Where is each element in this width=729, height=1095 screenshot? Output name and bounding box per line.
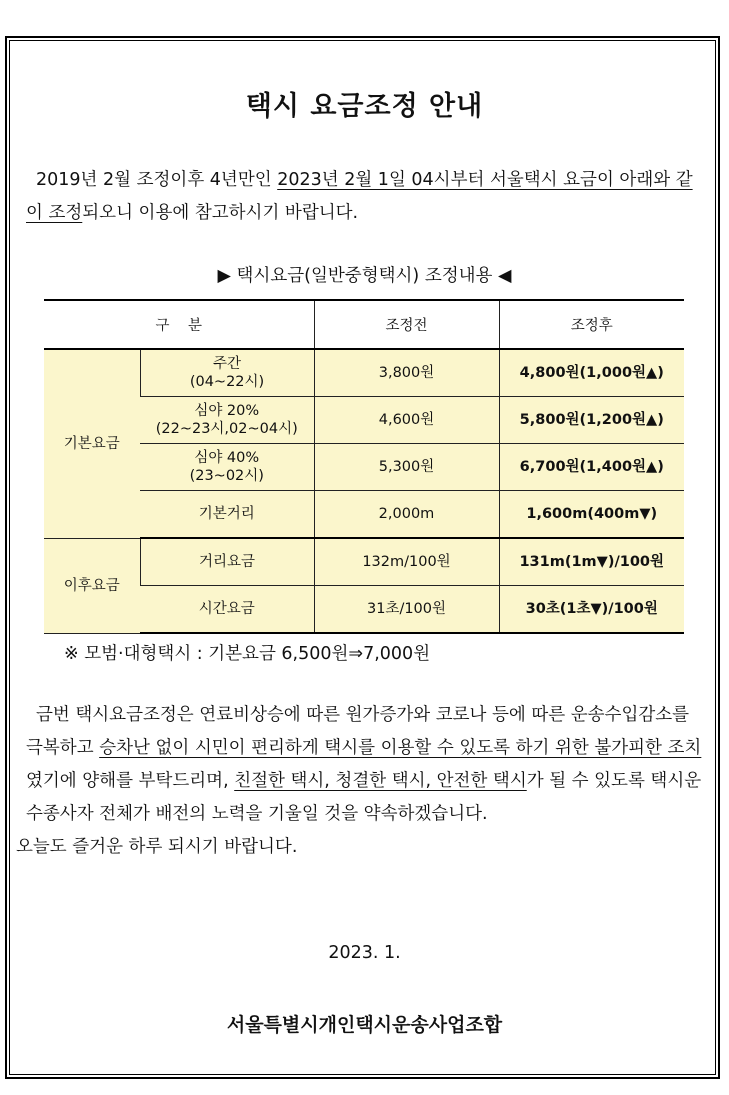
row-label: 시간요금	[140, 586, 314, 634]
row-label-sub: (22~23시,02~04시)	[155, 421, 298, 437]
organization-name: 서울특별시개인택시운송사업조합	[226, 1014, 503, 1036]
after-value: 131m(1m▼)/100원	[499, 538, 684, 586]
group-label: 기본요금	[44, 349, 140, 538]
after-value: 5,800원(1,200원▲)	[499, 397, 684, 444]
body-emphasis: 승차난 없이 시민이 편리하게 택시를 이용할 수 있도록 하기 위한 불가피한 조치	[99, 738, 702, 758]
table-header-row	[44, 300, 684, 349]
row-label-main: 심야 20%	[194, 403, 260, 419]
body-text: 금번 택시요금조정은 연료비상승에 따른 원가증가와 코로나 등에 따른 운송수입감소를 극복하고	[26, 705, 690, 758]
header-after: 조정후	[499, 300, 684, 349]
row-label-sub: (23~02시)	[189, 468, 264, 484]
row-label	[140, 444, 314, 491]
table-title: ▶ 택시요금(일반중형택시) 조정내용 ◀	[217, 266, 512, 286]
before-value: 132m/100원	[314, 538, 499, 586]
body-text: 가 될 수 있도록 택시운수종사자 전체가 배전의 노력을 기울일 것을 약속하겠습니다.	[26, 771, 702, 824]
intro-emphasis: 2023년 2월 1일 04시부터 서울택시 요금이 아래와 같이 조정	[26, 170, 693, 223]
before-value: 4,600원	[314, 397, 499, 444]
notice-date: 2023. 1.	[328, 943, 401, 963]
before-value: 31초/100원	[314, 586, 499, 634]
premium-taxi-note: ※ 모범·대형택시 : 기본요금 6,500원⇒7,000원	[64, 644, 431, 664]
table-row	[44, 586, 684, 634]
after-value: 4,800원(1,000원▲)	[499, 349, 684, 397]
row-label	[140, 349, 314, 397]
closing-text: 오늘도 즐거운 하루 되시기 바랍니다.	[16, 837, 298, 857]
group-label: 이후요금	[44, 538, 140, 633]
after-value: 1,600m(400m▼)	[499, 491, 684, 539]
body-paragraph	[16, 699, 706, 864]
before-value: 3,800원	[314, 349, 499, 397]
table-row	[44, 349, 684, 397]
after-value: 6,700원(1,400원▲)	[499, 444, 684, 491]
table-row	[44, 491, 684, 539]
body-text: 였기에 양해를 부탁드리며,	[26, 771, 235, 791]
intro-paragraph	[26, 164, 706, 230]
intro-text: 2019년 2월 조정이후 4년만인	[36, 170, 278, 190]
row-label-sub: (04~22시)	[189, 374, 265, 390]
header-category: 구 분	[44, 300, 314, 349]
table-row	[44, 538, 684, 586]
notice-title: 택시 요금조정 안내	[245, 91, 484, 122]
row-label: 거리요금	[140, 538, 314, 586]
after-value: 30초(1초▼)/100원	[499, 586, 684, 634]
fare-table	[44, 299, 684, 634]
body-emphasis: 친절한 택시, 청결한 택시, 안전한 택시	[234, 771, 527, 791]
row-label-main: 주간	[212, 356, 241, 372]
row-label: 기본거리	[140, 491, 314, 539]
before-value: 5,300원	[314, 444, 499, 491]
header-before: 조정전	[314, 300, 499, 349]
intro-text-end: 되오니 이용에 참고하시기 바랍니다.	[82, 203, 359, 223]
before-value: 2,000m	[314, 491, 499, 539]
row-label-main: 심야 40%	[194, 450, 260, 466]
table-row	[44, 444, 684, 491]
table-row	[44, 397, 684, 444]
row-label	[140, 397, 314, 444]
